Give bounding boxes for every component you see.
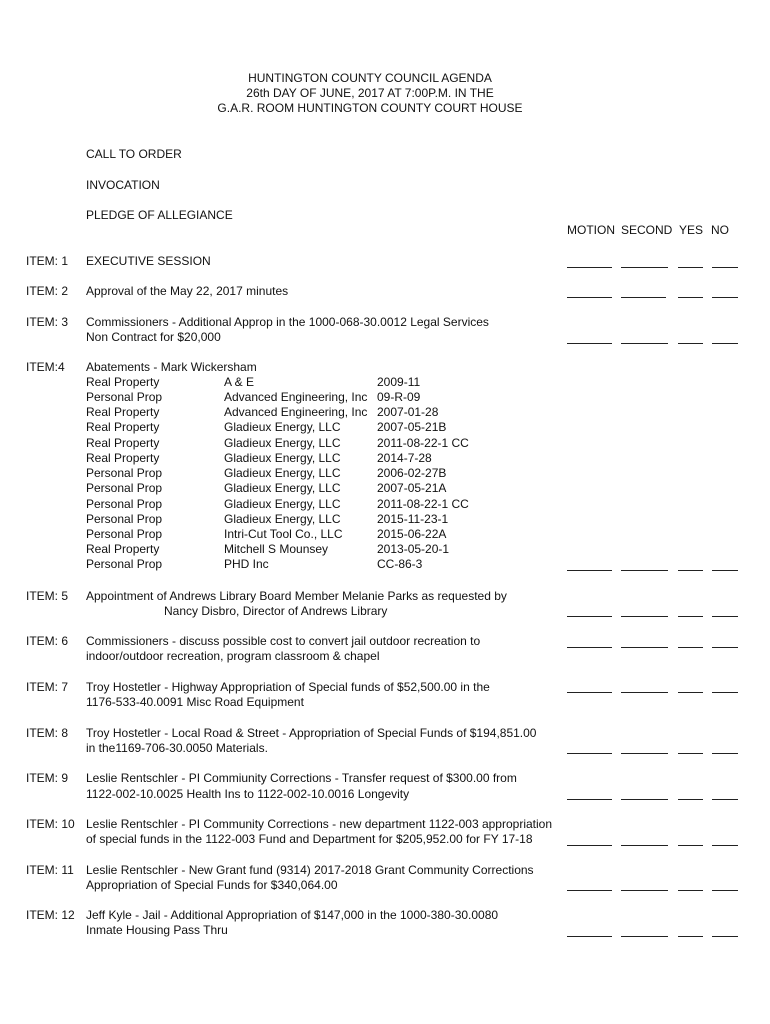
abatement-type: Personal Prop xyxy=(86,512,163,526)
item-text: indoor/outdoor recreation, program classroom & chapel xyxy=(86,649,380,663)
item-label: ITEM: 12 xyxy=(26,908,75,922)
second-blank[interactable] xyxy=(621,647,668,648)
yes-blank[interactable] xyxy=(678,647,703,648)
item-label: ITEM: 5 xyxy=(26,589,69,603)
no-blank[interactable] xyxy=(712,890,738,891)
abatement-company: Advanced Engineering, Inc xyxy=(224,390,368,404)
item-text: Commissioners - discuss possible cost to convert jail outdoor recreation to xyxy=(86,634,481,648)
yes-blank[interactable] xyxy=(678,297,703,298)
yes-blank[interactable] xyxy=(678,616,703,617)
item-label: ITEM: 11 xyxy=(26,863,74,877)
motion-blank[interactable] xyxy=(567,343,612,344)
yes-blank[interactable] xyxy=(678,692,703,693)
item-label: ITEM: 7 xyxy=(26,680,69,694)
item-text: Jeff Kyle - Jail - Additional Appropriation of $147,000 in the 1000-380-30.0080 xyxy=(86,908,499,922)
item-text: Leslie Rentschler - PI Commiunity Corrections - Transfer request of $300.00 from xyxy=(86,771,517,785)
item-text: in the1169-706-30.0050 Materials. xyxy=(86,741,268,755)
second-blank[interactable] xyxy=(621,753,668,754)
item-text: Appointment of Andrews Library Board Member Melanie Parks as requested by xyxy=(86,589,507,603)
motion-blank[interactable] xyxy=(567,692,612,693)
abatement-type: Personal Prop xyxy=(86,390,163,404)
abatement-company: PHD Inc xyxy=(224,557,269,571)
no-header: NO xyxy=(711,223,729,237)
yes-blank[interactable] xyxy=(678,753,703,754)
no-blank[interactable] xyxy=(712,267,738,268)
item-label: ITEM: 8 xyxy=(26,726,69,740)
abatement-resolution: CC-86-3 xyxy=(377,557,423,571)
item-text: of special funds in the 1122-003 Fund and Department for $205,952.00 for FY 17-18 xyxy=(86,832,533,846)
abatement-type: Personal Prop xyxy=(86,466,163,480)
item-text: Troy Hostetler - Local Road & Street - Appropriation of Special Funds of $194,851.00 xyxy=(86,726,537,740)
abatement-type: Personal Prop xyxy=(86,497,163,511)
motion-blank[interactable] xyxy=(567,845,612,846)
second-blank[interactable] xyxy=(621,267,668,268)
abatement-company: Gladieux Energy, LLC xyxy=(224,512,341,526)
item-text: 1176-533-40.0091 Misc Road Equipment xyxy=(86,695,304,709)
abatement-resolution: 2007-01-28 xyxy=(377,405,439,419)
motion-blank[interactable] xyxy=(567,753,612,754)
abatement-company: Gladieux Energy, LLC xyxy=(224,436,341,450)
no-blank[interactable] xyxy=(712,616,738,617)
no-blank[interactable] xyxy=(712,297,738,298)
no-blank[interactable] xyxy=(712,799,738,800)
abatement-company: Gladieux Energy, LLC xyxy=(224,466,341,480)
abatement-type: Real Property xyxy=(86,436,160,450)
no-blank[interactable] xyxy=(712,845,738,846)
no-blank[interactable] xyxy=(712,692,738,693)
abatement-type: Real Property xyxy=(86,405,160,419)
no-blank[interactable] xyxy=(712,343,738,344)
no-blank[interactable] xyxy=(712,647,738,648)
item-text: Troy Hostetler - Highway Appropriation of Special funds of $52,500.00 in the xyxy=(86,680,490,694)
abatement-resolution: 2015-11-23-1 xyxy=(377,512,449,526)
abatement-company: Gladieux Energy, LLC xyxy=(224,451,341,465)
abatement-resolution: 2013-05-20-1 xyxy=(377,542,450,556)
abatement-company: Gladieux Energy, LLC xyxy=(224,481,341,495)
item-label: ITEM: 9 xyxy=(26,771,69,785)
abatement-type: Real Property xyxy=(86,451,160,465)
item-label: ITEM:4 xyxy=(26,360,65,374)
abatement-company: Advanced Engineering, Inc xyxy=(224,405,368,419)
item-text: Abatements - Mark Wickersham xyxy=(86,360,257,374)
no-blank[interactable] xyxy=(712,570,738,571)
pledge-of-allegiance: PLEDGE OF ALLEGIANCE xyxy=(86,208,233,222)
yes-blank[interactable] xyxy=(678,570,703,571)
item-label: ITEM: 6 xyxy=(26,634,69,648)
item-text: EXECUTIVE SESSION xyxy=(86,254,211,268)
abatement-resolution: 2007-05-21B xyxy=(377,420,447,434)
motion-blank[interactable] xyxy=(567,647,612,648)
abatement-resolution: 2006-02-27B xyxy=(377,466,447,480)
abatement-resolution: 2011-08-22-1 CC xyxy=(377,497,469,511)
item-text: Leslie Rentschler - New Grant fund (9314) 2017-2018 Grant Community Corrections xyxy=(86,863,534,877)
agenda-date: 26th DAY OF JUNE, 2017 AT 7:00P.M. IN THE xyxy=(246,86,494,100)
motion-blank[interactable] xyxy=(567,570,612,571)
item-text: 1122-002-10.0025 Health Ins to 1122-002-10.0016 Longevity xyxy=(86,787,410,801)
item-label: ITEM: 2 xyxy=(26,284,69,298)
item-text: Inmate Housing Pass Thru xyxy=(86,923,228,937)
abatement-company: Intri-Cut Tool Co., LLC xyxy=(224,527,343,541)
motion-blank[interactable] xyxy=(567,297,612,298)
item-text: Nancy Disbro, Director of Andrews Library xyxy=(164,604,388,618)
abatement-resolution: 2011-08-22-1 CC xyxy=(377,436,469,450)
item-text: Appropriation of Special Funds for $340,064.00 xyxy=(86,878,338,892)
item-text: Commissioners - Additional Approp in the 1000-068-30.0012 Legal Services xyxy=(86,315,489,329)
yes-blank[interactable] xyxy=(678,890,703,891)
motion-blank[interactable] xyxy=(567,890,612,891)
abatement-company: Gladieux Energy, LLC xyxy=(224,497,341,511)
item-text: Leslie Rentschler - PI Community Corrections - new department 1122-003 appropriation xyxy=(86,817,553,831)
motion-header: MOTION xyxy=(567,223,615,237)
yes-blank[interactable] xyxy=(678,799,703,800)
second-blank[interactable] xyxy=(621,799,668,800)
yes-blank[interactable] xyxy=(678,267,703,268)
second-blank[interactable] xyxy=(621,297,666,298)
second-blank[interactable] xyxy=(621,890,668,891)
yes-blank[interactable] xyxy=(678,343,703,344)
abatement-resolution: 2015-06-22A xyxy=(377,527,447,541)
agenda-title: HUNTINGTON COUNTY COUNCIL AGENDA xyxy=(248,71,492,85)
abatement-resolution: 2014-7-28 xyxy=(377,451,432,465)
abatement-resolution: 09-R-09 xyxy=(377,390,421,404)
abatement-type: Personal Prop xyxy=(86,557,163,571)
yes-blank[interactable] xyxy=(678,936,703,937)
second-blank[interactable] xyxy=(621,616,668,617)
abatement-type: Personal Prop xyxy=(86,481,163,495)
abatement-type: Personal Prop xyxy=(86,527,163,541)
abatement-company: Mitchell S Mounsey xyxy=(224,542,329,556)
yes-header: YES xyxy=(679,223,704,237)
motion-blank[interactable] xyxy=(567,936,612,937)
no-blank[interactable] xyxy=(712,753,738,754)
second-header: SECOND xyxy=(621,223,673,237)
abatement-type: Real Property xyxy=(86,542,160,556)
motion-blank[interactable] xyxy=(567,799,612,800)
second-blank[interactable] xyxy=(621,570,668,571)
second-blank[interactable] xyxy=(621,936,668,937)
abatement-resolution: 2009-11 xyxy=(377,375,421,389)
item-text: Non Contract for $20,000 xyxy=(86,330,221,344)
motion-blank[interactable] xyxy=(567,267,612,268)
invocation: INVOCATION xyxy=(86,178,160,192)
yes-blank[interactable] xyxy=(678,845,703,846)
second-blank[interactable] xyxy=(621,343,668,344)
call-to-order: CALL TO ORDER xyxy=(86,147,182,161)
item-label: ITEM: 1 xyxy=(26,254,69,268)
abatement-type: Real Property xyxy=(86,420,160,434)
abatement-company: Gladieux Energy, LLC xyxy=(224,420,341,434)
no-blank[interactable] xyxy=(712,936,738,937)
item-label: ITEM: 10 xyxy=(26,817,75,831)
agenda-location: G.A.R. ROOM HUNTINGTON COUNTY COURT HOUSE xyxy=(217,101,523,115)
abatement-type: Real Property xyxy=(86,375,160,389)
second-blank[interactable] xyxy=(621,692,668,693)
second-blank[interactable] xyxy=(621,845,668,846)
item-text: Approval of the May 22, 2017 minutes xyxy=(86,284,289,298)
abatement-resolution: 2007-05-21A xyxy=(377,481,447,495)
item-label: ITEM: 3 xyxy=(26,315,69,329)
motion-blank[interactable] xyxy=(567,616,612,617)
abatement-company: A & E xyxy=(224,375,255,389)
